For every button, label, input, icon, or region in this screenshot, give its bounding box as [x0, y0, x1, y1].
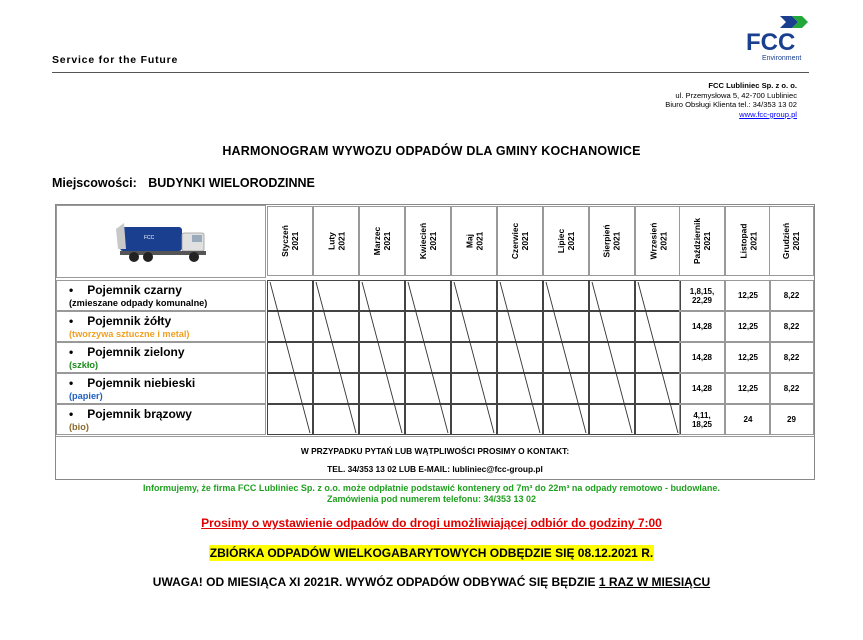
location-label: Miejscowości: [52, 176, 137, 190]
month-header-2 [313, 206, 359, 276]
no-collection-cell [497, 311, 543, 342]
no-collection-cell [635, 342, 681, 373]
bin-row-label [56, 404, 266, 435]
month-year: 2021 [611, 231, 622, 251]
bin-row-label [56, 373, 266, 404]
bin-name: • Pojemnik żółty [69, 314, 265, 328]
no-collection-cell [313, 373, 359, 404]
no-collection-cell [451, 342, 497, 373]
company-street: ul. Przemysłowa 5, 42-700 Lubliniec [675, 90, 797, 100]
no-collection-cell [359, 280, 405, 311]
svg-text:Environment: Environment [762, 55, 802, 62]
location-value: BUDYNKI WIELORODZINNE [148, 176, 315, 190]
month-label [602, 224, 622, 257]
month-label [464, 232, 484, 251]
location-line [52, 176, 315, 190]
bin-row-label [56, 280, 266, 311]
collection-dates: 14,28 [679, 373, 725, 404]
collection-dates: 12,25 [725, 311, 771, 342]
month-label [738, 224, 758, 259]
bin-waste-type: (papier) [69, 391, 103, 401]
month-year: 2021 [335, 231, 346, 251]
garbage-truck-icon [114, 219, 214, 265]
bin-row-label [56, 342, 266, 373]
month-label [692, 218, 712, 264]
month-year: 2021 [791, 231, 802, 251]
pickup-time-request: Prosimy o wystawienie odpadów do drogi umożliwiającej odbiór do godziny 7:00 [201, 516, 662, 530]
collection-dates: 12,25 [725, 342, 771, 373]
month-name: Luty [325, 232, 336, 250]
contact-line-2: TEL. 34/353 13 02 LUB E-MAIL: lubliniec@fcc-group.pl [327, 464, 543, 474]
container-info-line-1: Informujemy, że firma FCC Lubliniec Sp. z o.o. może odpłatnie podstawić kontenery od 7m³ do 22m³ na odpady remotowo - budowlane. [143, 483, 720, 493]
no-collection-cell [267, 342, 313, 373]
month-name: Lipiec [555, 228, 566, 254]
collection-dates: 8,22 [769, 373, 814, 404]
no-collection-cell [267, 311, 313, 342]
container-info-line-2: Zamówienia pod numerem telefonu: 34/353 13 02 [326, 494, 537, 504]
no-collection-cell [359, 342, 405, 373]
bin-name: • Pojemnik zielony [69, 345, 265, 359]
bin-waste-type: (szkło) [69, 360, 99, 370]
month-name: Sierpień [601, 224, 612, 258]
no-collection-cell [313, 342, 359, 373]
month-name: Maj [463, 234, 474, 248]
contact-box [56, 436, 814, 480]
bin-name: • Pojemnik czarny [69, 283, 265, 297]
fcc-logo [744, 14, 808, 62]
month-header-8 [589, 206, 635, 276]
bin-waste-type: (tworzywa sztuczne i metal) [69, 329, 190, 339]
bulky-waste-text: ZBIÓRKA ODPADÓW WIELKOGABARYTOWYCH ODBĘDZIE SIĘ 08.12.2021 R. [209, 546, 654, 560]
no-collection-cell [451, 311, 497, 342]
month-header-10 [679, 206, 725, 276]
month-header-9 [635, 206, 681, 276]
no-collection-cell [543, 373, 589, 404]
no-collection-cell [635, 373, 681, 404]
bin-waste-type: (bio) [69, 422, 89, 432]
frequency-notice [0, 575, 863, 589]
month-label [648, 223, 668, 260]
no-collection-cell [405, 404, 451, 435]
page-title: HARMONOGRAM WYWOZU ODPADÓW DLA GMINY KOCHANOWICE [222, 144, 641, 158]
no-collection-cell [267, 280, 313, 311]
frequency-emphasis: 1 RAZ W MIESIĄCU [598, 575, 711, 589]
container-info [0, 483, 863, 505]
no-collection-cell [405, 342, 451, 373]
month-year: 2021 [473, 231, 484, 251]
month-header-1 [267, 206, 313, 276]
month-name: Kwiecień [418, 222, 428, 260]
bin-name: • Pojemnik niebieski [69, 376, 265, 390]
month-name: Grudzień [781, 222, 792, 260]
svg-text:FCC: FCC [746, 29, 796, 56]
month-year: 2021 [565, 231, 576, 251]
collection-dates: 8,22 [769, 342, 814, 373]
company-address-block [665, 81, 797, 119]
month-year: 2021 [702, 231, 712, 251]
collection-dates: 14,28 [679, 311, 725, 342]
schedule-table [55, 204, 815, 480]
no-collection-cell [543, 280, 589, 311]
no-collection-cell [497, 373, 543, 404]
month-year: 2021 [290, 231, 300, 251]
month-year: 2021 [428, 231, 438, 251]
collection-dates: 8,22 [769, 311, 814, 342]
no-collection-cell [451, 404, 497, 435]
collection-dates: 24 [725, 404, 771, 435]
month-header-3 [359, 206, 405, 276]
collection-dates: 12,25 [725, 373, 771, 404]
no-collection-cell [359, 373, 405, 404]
month-name: Marzec [372, 226, 382, 256]
no-collection-cell [543, 311, 589, 342]
month-name: Czerwiec [510, 222, 520, 260]
month-name: Wrzesień [648, 222, 658, 260]
no-collection-cell [451, 280, 497, 311]
contact-line-1: W PRZYPADKU PYTAŃ LUB WĄTPLIWOŚCI PROSIMY O KONTAKT: [300, 446, 570, 456]
no-collection-cell [589, 373, 635, 404]
bin-waste-type: (zmieszane odpady komunalne) [69, 298, 208, 308]
month-year: 2021 [382, 231, 392, 251]
company-name: FCC Lubliniec Sp. z o. o. [708, 81, 797, 90]
month-label [372, 227, 392, 255]
month-label [556, 229, 576, 253]
no-collection-cell [267, 404, 313, 435]
collection-dates: 14,28 [679, 342, 725, 373]
frequency-notice-text: UWAGA! OD MIESIĄCA XI 2021R. WYWÓZ ODPADÓW ODBYWAĆ SIĘ BĘDZIE [152, 575, 596, 589]
month-name: Październik [692, 217, 702, 265]
month-label [510, 223, 530, 259]
customer-office-phone: Biuro Obsługi Klienta tel.: 34/353 13 02 [665, 100, 797, 110]
no-collection-cell [543, 342, 589, 373]
month-header-5 [451, 206, 497, 276]
no-collection-cell [589, 404, 635, 435]
bin-name: • Pojemnik brązowy [69, 407, 265, 421]
month-header-7 [543, 206, 589, 276]
collection-dates: 4,11, 18,25 [679, 404, 725, 435]
no-collection-cell [405, 280, 451, 311]
no-collection-cell [543, 404, 589, 435]
no-collection-cell [359, 404, 405, 435]
month-year: 2021 [520, 231, 530, 251]
month-header-6 [497, 206, 543, 276]
month-name: Listopad [738, 223, 748, 259]
svg-text:FCC: FCC [144, 235, 155, 241]
no-collection-cell [497, 404, 543, 435]
month-header-12 [769, 206, 814, 276]
no-collection-cell [497, 342, 543, 373]
month-label [781, 223, 801, 259]
no-collection-cell [635, 311, 681, 342]
collection-dates: 8,22 [769, 280, 814, 311]
no-collection-cell [589, 311, 635, 342]
tagline: Service for the Future [52, 54, 179, 66]
month-year: 2021 [748, 231, 758, 251]
bin-row-label [56, 311, 266, 342]
month-name: Styczeń [280, 225, 290, 257]
collection-dates: 29 [769, 404, 814, 435]
no-collection-cell [313, 280, 359, 311]
website-link[interactable]: www.fcc-group.pl [739, 109, 797, 119]
bulky-waste-notice [0, 544, 863, 562]
collection-dates: 1,8,15, 22,29 [679, 280, 725, 311]
truck-image-cell [56, 205, 266, 278]
header-divider [52, 72, 809, 73]
no-collection-cell [359, 311, 405, 342]
month-header-4 [405, 206, 451, 276]
no-collection-cell [313, 311, 359, 342]
no-collection-cell [405, 373, 451, 404]
no-collection-cell [451, 373, 497, 404]
no-collection-cell [405, 311, 451, 342]
no-collection-cell [635, 404, 681, 435]
no-collection-cell [589, 342, 635, 373]
month-label [280, 225, 300, 257]
collection-dates: 12,25 [725, 280, 771, 311]
month-header-11 [725, 206, 771, 276]
no-collection-cell [313, 404, 359, 435]
no-collection-cell [589, 280, 635, 311]
month-label [326, 232, 346, 251]
month-label [418, 223, 438, 259]
no-collection-cell [635, 280, 681, 311]
no-collection-cell [497, 280, 543, 311]
month-year: 2021 [658, 231, 668, 251]
no-collection-cell [267, 373, 313, 404]
